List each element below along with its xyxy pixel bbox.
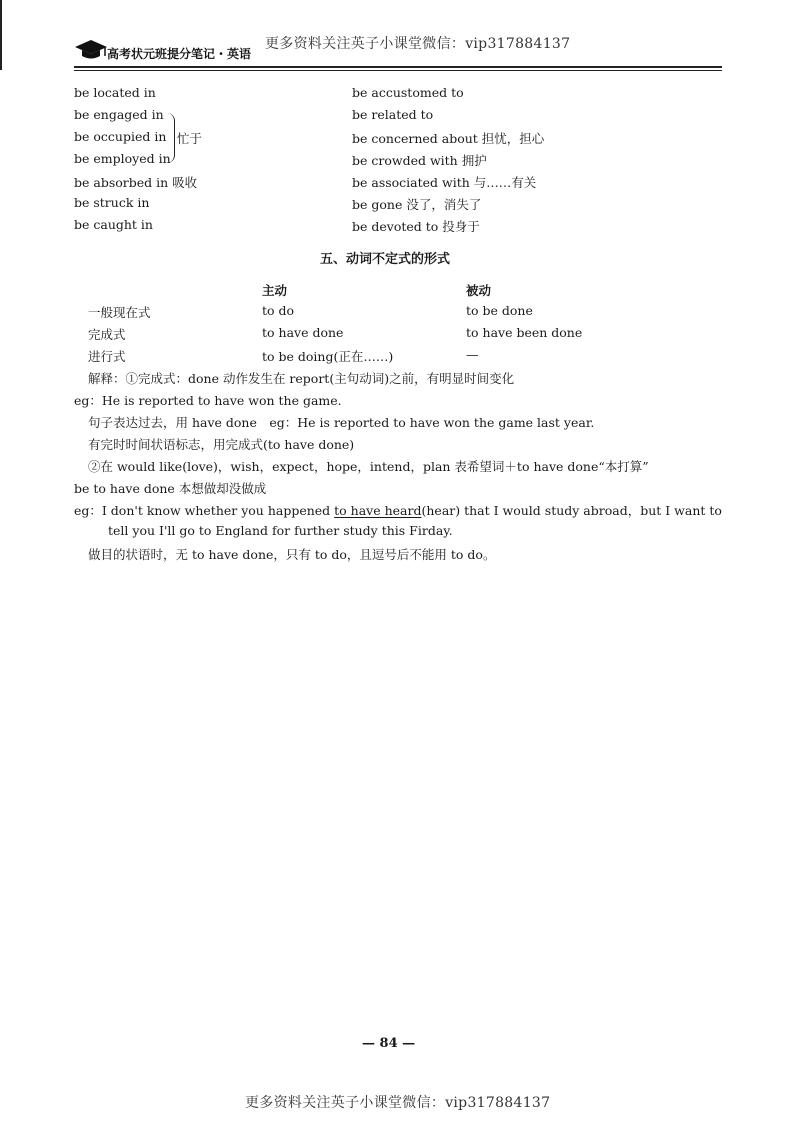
- phrase-right: be accustomed to: [352, 85, 464, 100]
- table-cell: —: [466, 347, 479, 362]
- phrase-right: be concerned about 担忧，担心: [352, 131, 545, 146]
- note-line: 句子表达过去，用 have done eg：He is reported to have won the game last year.: [88, 415, 595, 430]
- underlined-answer: to have heard: [334, 503, 422, 518]
- table-row-label: 进行式: [88, 349, 126, 364]
- section-title: 五、动词不定式的形式: [320, 252, 451, 267]
- phrase-right: be associated with 与……有关: [352, 175, 537, 190]
- table-cell: to have been done: [466, 325, 583, 340]
- watermark-top: 更多资料关注英子小课堂微信：vip317884137: [265, 36, 571, 52]
- table-cell: to do: [262, 303, 295, 318]
- note-line: eg：He is reported to have won the game.: [74, 393, 342, 408]
- grouping-brace: [167, 113, 175, 163]
- table-cell: to be doing(正在……): [262, 349, 394, 364]
- watermark-bottom: 更多资料关注英子小课堂微信：vip317884137: [245, 1095, 551, 1111]
- phrase-right: be gone 没了，消失了: [352, 197, 482, 212]
- phrase-right: be crowded with 拥护: [352, 153, 487, 168]
- table-row-label: 完成式: [88, 327, 126, 342]
- table-row-label: 一般现在式: [88, 305, 151, 320]
- header-rule-thin: [74, 70, 722, 71]
- phrase-left: be employed in: [74, 151, 171, 166]
- table-cell: to have done: [262, 325, 344, 340]
- phrase-left: be located in: [74, 85, 156, 100]
- note-text: (hear) that I would study abroad，but I want to: [421, 503, 722, 518]
- phrase-right: be devoted to 投身于: [352, 219, 480, 234]
- note-text: eg：I don't know whether you happened: [74, 503, 335, 518]
- phrase-left: be struck in: [74, 195, 150, 210]
- note-line: 做目的状语时，无 to have done，只有 to do，且逗号后不能用 to do。: [88, 547, 496, 562]
- note-line: be to have done 本想做却没做成: [74, 481, 267, 496]
- phrase-left: be caught in: [74, 217, 153, 232]
- table-header-active: 主动: [262, 283, 288, 298]
- header-title: 高考状元班提分笔记・英语: [107, 47, 252, 61]
- brace-label: 忙于: [177, 131, 203, 146]
- note-line: 有完时时间状语标志，用完成式(to have done): [88, 437, 355, 452]
- phrase-left: be engaged in: [74, 107, 164, 122]
- page-number: — 84 —: [362, 1036, 416, 1051]
- note-line: 解释：①完成式：done 动作发生在 report(主句动词)之前，有明显时间变化: [88, 371, 515, 386]
- note-line: ②在 would like(love)，wish，expect，hope，intend，plan 表希望词＋to have done“本打算”: [88, 459, 649, 474]
- note-line: tell you I'll go to England for further study this Firday.: [108, 523, 453, 538]
- note-line-example: [74, 501, 722, 519]
- graduation-cap-icon: [74, 38, 108, 64]
- header-rule: [74, 66, 722, 68]
- scan-edge-mark: [0, 0, 2, 70]
- phrase-left: be absorbed in 吸收: [74, 175, 198, 190]
- phrase-left: be occupied in: [74, 129, 167, 144]
- phrase-right: be related to: [352, 107, 434, 122]
- table-header-passive: 被动: [466, 283, 492, 298]
- table-cell: to be done: [466, 303, 533, 318]
